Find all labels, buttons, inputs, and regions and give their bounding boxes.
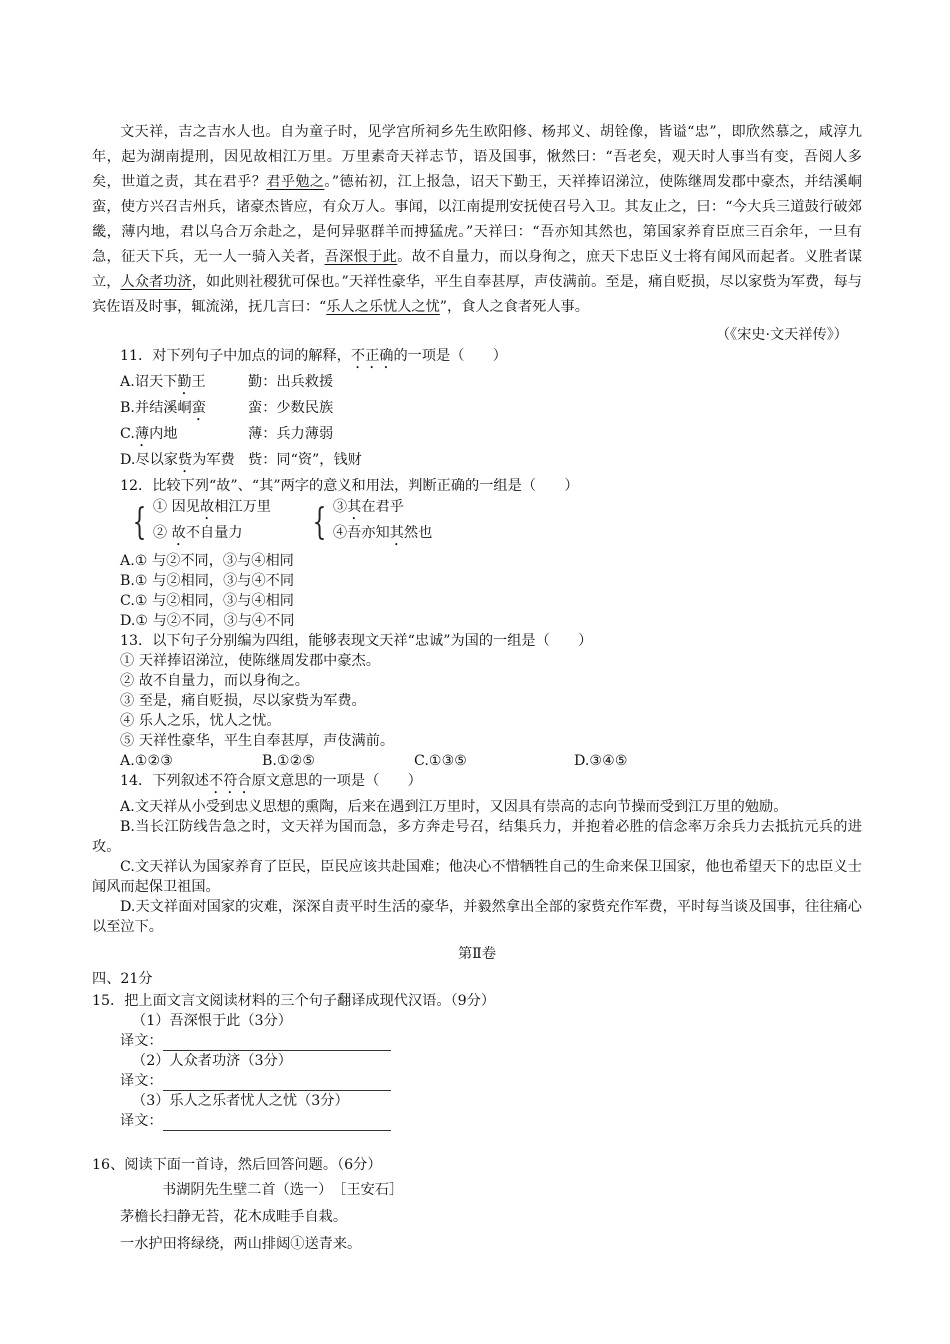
q13-item: ④ 乐人之乐，忧人之忧。 <box>120 713 281 729</box>
poem-line-1: 茅檐长扫静无苔，花木成畦手自栽。 <box>120 1209 348 1225</box>
q14-option-a: A.文天祥从小受到忠义思想的熏陶，后来在遇到江万里时，又因具有崇高的志向节操而受到江万里的勉励。 <box>120 799 788 815</box>
q15-answer-3: 译文： <box>92 1111 862 1131</box>
question-12-stem: 12．比较下列“故”、“其”两字的意义和用法，判断正确的一组是（ ） <box>120 478 579 494</box>
q13-item: ③ 至是，痛自贬损，尽以家赀为军费。 <box>120 693 366 709</box>
q11-option-a: A.诏天下勤王 勤：出兵救援 <box>120 374 334 390</box>
exam-page <box>92 120 862 1258</box>
q11-option-c: C.薄内地 薄：兵力薄弱 <box>120 426 334 442</box>
underlined-sentence: 人众者功济 <box>120 274 192 290</box>
q12-sentence-groups <box>128 497 862 549</box>
part-two-heading: 第Ⅱ卷 <box>457 946 497 962</box>
question-16-stem: 16、阅读下面一首诗，然后回答问题。（6分） <box>92 1157 382 1173</box>
answer-blank[interactable] <box>163 1115 391 1131</box>
question-13-stem: 13．以下句子分别编为四组，能够表现文天祥“忠诚”为国的一组是（ ） <box>120 633 593 649</box>
q13-item: ② 故不自量力，而以身徇之。 <box>120 673 309 689</box>
question-14-stem: 14．下列叙述不符合原文意思的一项是（ ） <box>120 773 422 789</box>
answer-blank[interactable] <box>163 1075 391 1091</box>
q11-option-d: D.尽以家赀为军费 赀：同“资”，钱财 <box>120 452 362 468</box>
q12-item-2: ② 故不自量力 <box>152 525 243 541</box>
q15-item-2: （2）人众者功济（3分） <box>132 1053 292 1069</box>
left-brace: { <box>312 502 327 543</box>
underlined-sentence: 乐人之乐忧人之忧 <box>326 299 440 315</box>
q13-option-a: A.①②③ <box>120 753 173 769</box>
q13-item: ⑤ 天祥性豪华，平生自奉甚厚，声伎满前。 <box>120 733 395 749</box>
left-brace: { <box>132 502 147 543</box>
q13-options <box>92 751 862 771</box>
q15-answer-2: 译文： <box>92 1071 862 1091</box>
q13-item: ① 天祥捧诏涕泣，使陈继周发郡中豪杰。 <box>120 653 380 669</box>
q13-option-b: B.①②⑤ <box>262 753 316 769</box>
q13-option-d: D.③④⑤ <box>574 753 628 769</box>
underlined-sentence: 吾深恨于此 <box>324 249 398 265</box>
question-11-stem: 11．对下列句子中加点的词的解释，不正确的一项是（ ） <box>120 348 507 364</box>
q14-option-d: D.天文祥面对国家的灾难，深深自责平时生活的豪华，并毅然拿出全部的家赀充作军费，平时每当谈及国事，往往痛心以至泣下。 <box>92 899 862 935</box>
q15-item-1: （1）吾深恨于此（3分） <box>132 1013 292 1029</box>
q13-option-c: C.①③⑤ <box>414 753 468 769</box>
q15-item-3: （3）乐人之乐者忧人之忧（3分） <box>132 1093 349 1109</box>
q14-option-c: C.文天祥认为国家养育了臣民，臣民应该共赴国难；他决心不惜牺牲自己的生命来保卫国家，他也希望天下的忠臣义士闻风而起保卫祖国。 <box>92 859 862 895</box>
q12-option-d: D.① 与②不同，③与④不同 <box>120 613 295 629</box>
q12-item-4: ④吾亦知其然也 <box>332 525 433 541</box>
classical-passage: 文天祥，吉之吉水人也。自为童子时，见学宫所祠乡先生欧阳修、杨邦义、胡铨像，皆谥“忠”，即欣然慕之，咸淳九年，起为湖南提刑，因见故相江万里。万里素奇天祥志节，语及国事，愀然曰：“吾老矣，观天时人事当有变，吾阅人多矣，世道之责，其在君乎？君乎勉之。”德祐初，江上报急，诏天下勤王，天祥捧诏涕泣，使陈继周发郡中豪杰，并结溪峒蛮，使方兴召吉州兵，诸豪杰皆应，有众万人。事闻，以江南提刑安抚使召号入卫。其友止之，曰：“今大兵三道鼓行破郊畿，薄内地，君以乌合万余赴之，是何异驱群羊而搏猛虎。”天祥曰：“吾亦知其然也，第国家养育臣庶三百余年，一旦有急，征天下兵，无一人一骑入关者，吾深恨于此。故不自量力，而以身徇之，庶天下忠臣义士将有闻风而起者。义胜者谋立，人众者功济，如此则社稷犹可保也。”天祥性豪华，平生自奉甚厚，声伎满前。至是，痛自贬损，尽以家赀为军费，每与宾佐语及时事，辄流涕，抚几言曰：“乐人之乐忧人之忧”，食人之食者死人事。 <box>92 124 862 315</box>
passage-source: （《宋史·文天祥传》） <box>715 327 848 343</box>
q12-option-b: B.① 与②相同，③与④不同 <box>120 573 295 589</box>
q12-item-3: ③其在君乎 <box>332 499 404 515</box>
underlined-sentence: 君乎勉之 <box>266 174 325 190</box>
poem-title: 书湖阴先生壁二首（选一） ［王安石］ <box>162 1182 404 1198</box>
section-four-heading: 四、21分 <box>92 971 153 987</box>
question-15-stem: 15．把上面文言文阅读材料的三个句子翻译成现代汉语。（9分） <box>92 993 496 1009</box>
poem-line-2: 一水护田将绿绕，两山排闼①送青来。 <box>120 1236 362 1252</box>
answer-blank[interactable] <box>163 1035 391 1051</box>
q12-option-a: A.① 与②不同，③与④相同 <box>120 553 294 569</box>
q12-item-1: ① 因见故相江万里 <box>152 499 271 515</box>
q14-option-b: B.当长江防线告急之时，文天祥为国而急，多方奔走号召，结集兵力，并抱着必胜的信念率万余兵力去抵抗元兵的进攻。 <box>92 819 862 855</box>
q12-option-c: C.① 与②相同，③与④相同 <box>120 593 294 609</box>
q11-option-b: B.并结溪峒蛮 蛮：少数民族 <box>120 400 334 416</box>
q15-answer-1: 译文： <box>92 1031 862 1051</box>
